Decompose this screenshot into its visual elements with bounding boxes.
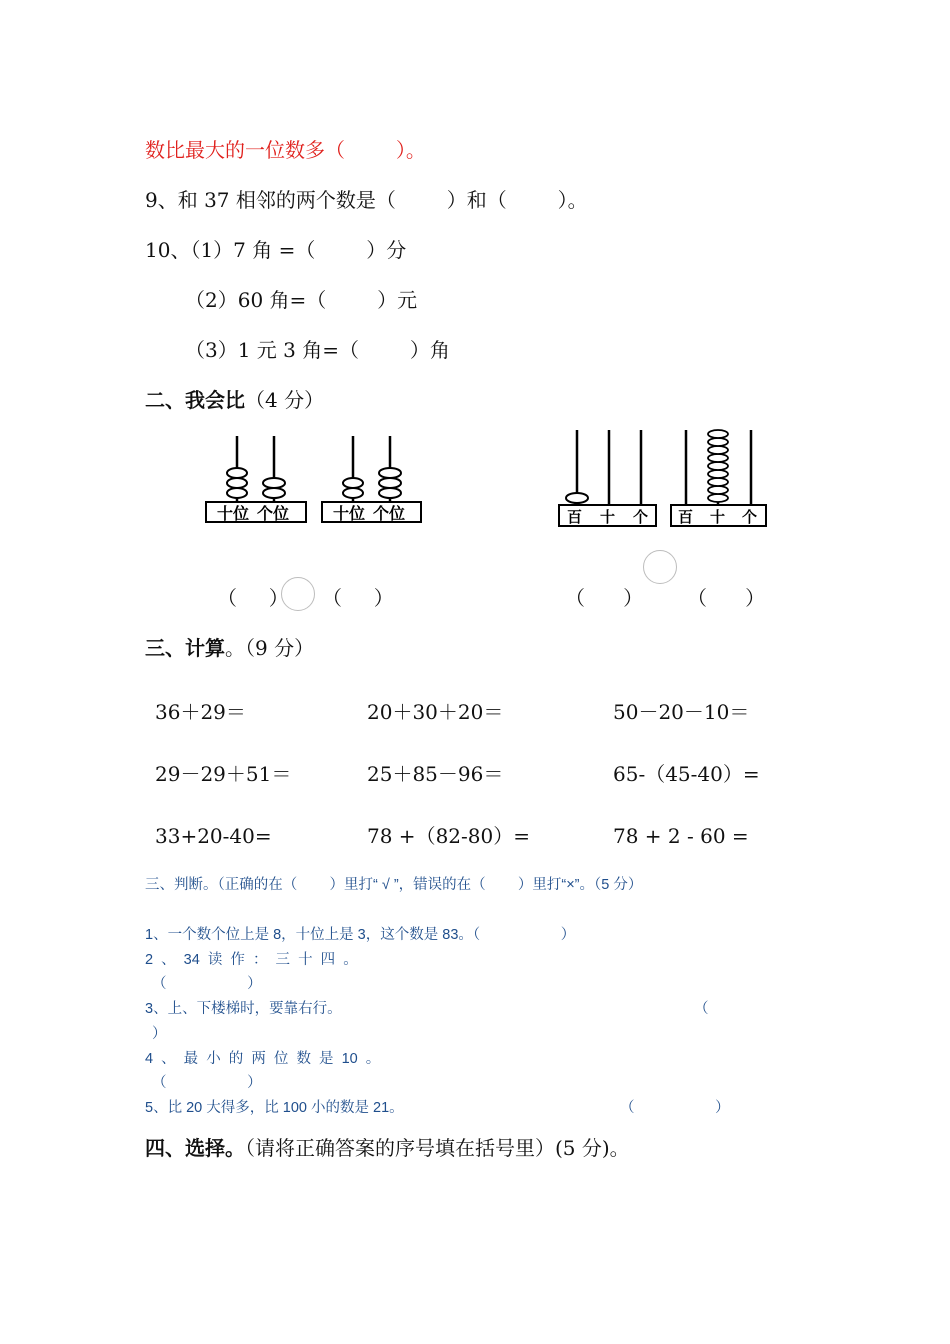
choice-heading-bold: 四、选择。 (145, 1136, 245, 1160)
answer-paren-4[interactable]: （ ） (687, 586, 766, 610)
abacus-4-hundreds-label: 百 (678, 508, 694, 526)
bead (708, 438, 728, 446)
bead (343, 488, 363, 498)
answer-paren-1[interactable]: （ ） (217, 586, 289, 610)
abacus-1 (206, 436, 306, 523)
calc-r1-c3: 50－20－10＝ (613, 700, 750, 724)
bead (708, 446, 728, 454)
q10-part2: （2）60 角=（ ）元 (185, 288, 418, 312)
bead (227, 468, 247, 478)
judge-item-4-paren[interactable]: （ ） (152, 1075, 262, 1091)
abacus-4-tens-label: 十 (710, 508, 726, 526)
calc-heading-score: 。（9 分） (225, 636, 315, 660)
judge-item-4: 4 、 最 小 的 两 位 数 是 10 。 (145, 1051, 381, 1067)
choice-heading-rest: （请将正确答案的序号填在括号里）(5 分)。 (245, 1136, 630, 1160)
calc-r3-c3: 78 + 2 - 60 = (613, 824, 749, 848)
judge-item-1: 1、一个数个位上是 8，十位上是 3，这个数是 83。（ ） (145, 927, 576, 943)
abacus-figures (0, 0, 950, 560)
bead (379, 478, 401, 488)
calc-r2-c1: 29－29＋51＝ (155, 762, 292, 786)
abacus-2 (322, 436, 421, 523)
judge-item-2-paren[interactable]: （ ） (152, 976, 262, 992)
q9-line: 9、和 37 相邻的两个数是（ ）和（ ）。 (145, 188, 588, 212)
choice-heading (145, 1136, 630, 1160)
bead (263, 488, 285, 498)
bead (708, 462, 728, 470)
answer-paren-2[interactable]: （ ） (322, 586, 394, 610)
bead (708, 430, 728, 438)
bead (263, 478, 285, 488)
compare-heading-bold: 二、我会比 (145, 388, 245, 412)
calc-r1-c1: 36＋29＝ (155, 700, 246, 724)
bead (379, 488, 401, 498)
judge-item-3: 3、上、下楼梯时，要靠右行。 (145, 1001, 342, 1017)
calc-r2-c2: 25＋85－96＝ (367, 762, 504, 786)
abacus-3 (559, 430, 656, 526)
judge-item-5-paren[interactable]: （ ） (620, 1100, 730, 1116)
abacus-3-tens-label: 十 (600, 508, 616, 526)
compare-heading-score: （4 分） (245, 388, 325, 412)
bead (708, 494, 728, 502)
abacus-4 (671, 430, 766, 526)
abacus-3-hundreds-label: 百 (567, 508, 583, 526)
judge-item-2: 2 、 34 读 作 ： 三 十 四 。 (145, 952, 358, 968)
answer-paren-3[interactable]: （ ） (565, 586, 644, 610)
bead (708, 454, 728, 462)
calc-heading-bold: 三、计算 (145, 636, 225, 660)
calc-r1-c2: 20＋30＋20＝ (367, 700, 504, 724)
calc-r2-c3: 65-（45-40）= (613, 762, 760, 786)
bead (708, 478, 728, 486)
bead (708, 486, 728, 494)
judge-item-3-paren-close: ） (152, 1026, 167, 1042)
q10-part1: 10、（1）7 角 =（ ）分 (145, 238, 407, 262)
calc-heading (145, 636, 314, 660)
bead (566, 493, 588, 503)
judge-item-3-paren-open[interactable]: （ (694, 1001, 709, 1017)
q8-continuation: 数比最大的一位数多（ ）。 (145, 138, 426, 162)
bead (343, 478, 363, 488)
bead (708, 470, 728, 478)
bead (227, 478, 247, 488)
bead (379, 468, 401, 478)
compare-circle-2[interactable] (643, 550, 677, 584)
abacus-2-ones-label: 个位 (373, 504, 406, 523)
calc-r3-c1: 33+20-40= (155, 824, 272, 848)
abacus-2-tens-label: 十位 (333, 504, 366, 523)
abacus-1-tens-label: 十位 (217, 504, 250, 523)
bead (227, 488, 247, 498)
abacus-4-ones-label: 个 (742, 508, 758, 526)
abacus-1-ones-label: 个位 (257, 504, 290, 523)
abacus-3-ones-label: 个 (633, 508, 649, 526)
judge-heading: 三、判断。（正确的在（ ）里打“ √ ”，错误的在（ ）里打“×”。（5 分） (145, 877, 643, 893)
calc-r3-c2: 78 +（82-80）= (367, 824, 530, 848)
q10-part3: （3）1 元 3 角=（ ）角 (185, 338, 450, 362)
judge-item-5: 5、比 20 大得多，比 100 小的数是 21。 (145, 1100, 404, 1116)
